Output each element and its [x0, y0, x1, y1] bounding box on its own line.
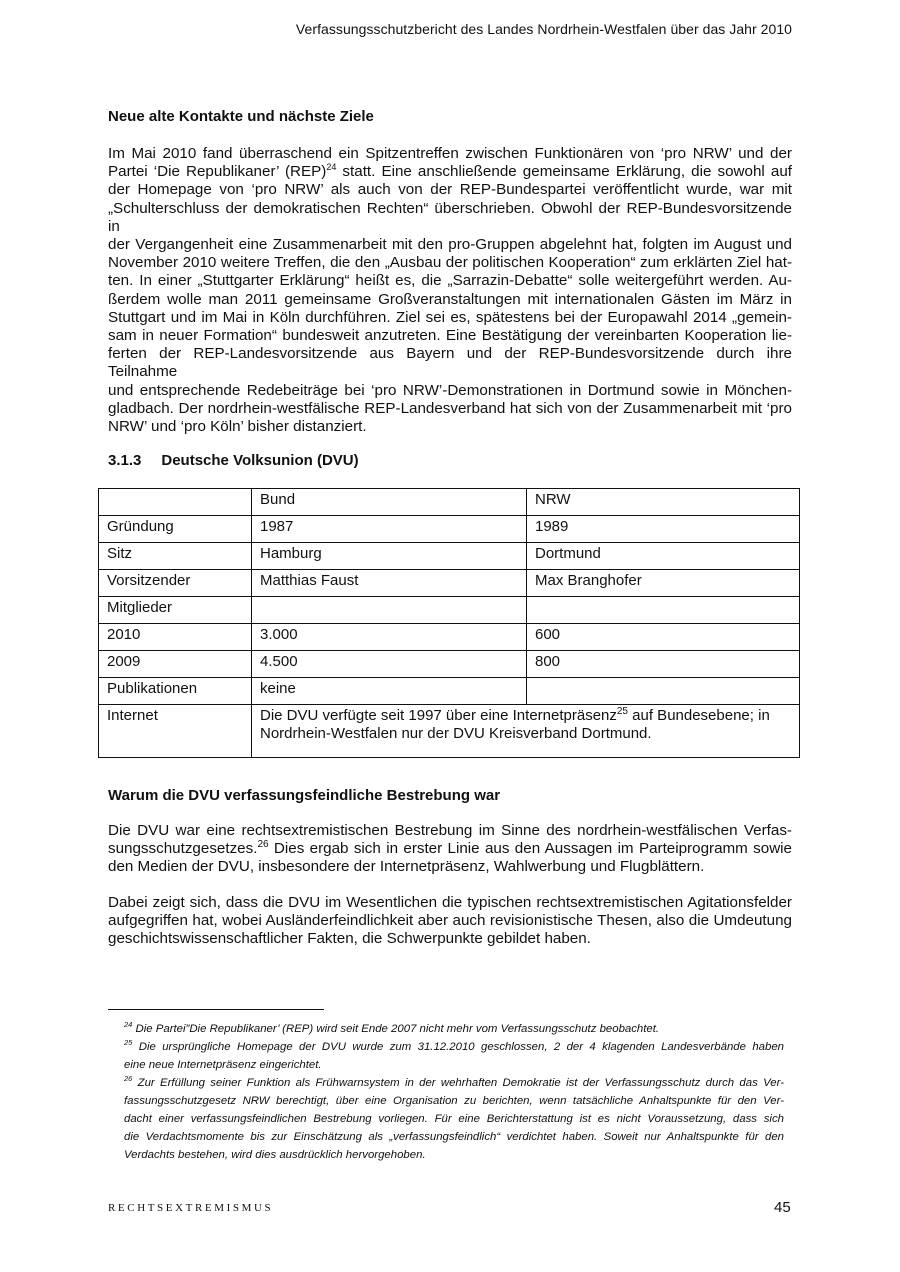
line-text: geschichtswissenschaftlicher Fakten, die Schwerpunkte gebildet haben.	[108, 930, 591, 948]
line-text: NRW’ und ‘pro Köln’ bisher distanziert.	[108, 418, 367, 436]
section-heading-kontakte: Neue alte Kontakte und nächste Ziele	[108, 108, 374, 125]
footnote-ref-26: 26	[257, 839, 269, 851]
text-line	[124, 1074, 784, 1092]
line-text: ferten der REP-Landesvorsitzende aus Bayern und der REP-Bundesvorsitzende durch ihre Teilnahme	[108, 345, 792, 381]
text-line	[108, 291, 792, 309]
line-text: aufgegriffen hat, wobei Ausländerfeindlichkeit aber auch revisionistische Thesen, also die Umdeutung	[108, 912, 792, 930]
line-text: ßerdem wolle man 2011 gemeinsame Großveranstaltungen mit internationalen Gästen im März in	[108, 290, 792, 308]
table-cell: Mitglieder	[99, 597, 252, 624]
section-heading-verfassungsfeindlich: Warum die DVU verfassungsfeindliche Bestrebung war	[108, 787, 501, 804]
section-number: 3.1.3	[108, 452, 142, 469]
text-line	[108, 200, 792, 236]
line-text: der Homepage von ‘pro NRW’ als auch von der REP-Bundespartei veröffentlicht wurde, war mit	[108, 181, 792, 199]
text-line	[108, 822, 792, 840]
text-line	[108, 930, 792, 948]
line-text: Stuttgart und im Mai in Köln durchführen. Ziel sei es, spätestens bei der Europawahl 2014 „gemein-	[108, 308, 792, 326]
line-text: November 2010 weitere Treffen, die den „Ausbau der politischen Kooperation“ zum erklärten Ziel hat-	[108, 254, 792, 272]
table-row	[99, 543, 800, 570]
text-line	[108, 236, 792, 254]
table-row-internet	[99, 705, 800, 758]
footnote-text: Zur Erfüllung seiner Funktion als Frühwarnsystem in der wehrhaften Demokratie ist der Verfassungsschutz durch das Ver-	[132, 1077, 784, 1089]
paragraph-dvu-1	[108, 822, 792, 877]
table-cell: 4.500	[252, 651, 527, 678]
table-cell: Max Branghofer	[527, 570, 800, 597]
dvu-facts-table	[98, 488, 800, 758]
table-header-row	[99, 489, 800, 516]
text-line	[108, 163, 792, 181]
text-line	[108, 382, 792, 400]
table-row	[99, 597, 800, 624]
table-cell: Hamburg	[252, 543, 527, 570]
table-cell: Gründung	[99, 516, 252, 543]
table-row	[99, 678, 800, 705]
text-line	[108, 345, 792, 381]
table-cell	[252, 597, 527, 624]
table-row	[99, 516, 800, 543]
table-cell: Vorsitzender	[99, 570, 252, 597]
page-number: 45	[774, 1199, 791, 1216]
section-title: Deutsche Volksunion (DVU)	[161, 452, 359, 469]
line-text: ten. In einer „Stuttgarter Erklärung“ heißt es, die „Sarrazin-Debatte“ solle weitergeführt werden. Au-	[108, 272, 792, 290]
table-cell: Matthias Faust	[252, 570, 527, 597]
footnote-text: Die ursprüngliche Homepage der DVU wurde zum 31.12.2010 geschlossen, 2 der 4 klagenden Landesverbände haben	[132, 1041, 784, 1053]
footnote-number: 24	[124, 1020, 133, 1029]
text-line	[108, 840, 792, 858]
table-cell: 2010	[99, 624, 252, 651]
text-line	[124, 1092, 784, 1110]
line-text: Verdachts bestehen, wird dies ausdrücklich hervorgehoben.	[124, 1149, 426, 1161]
line-text: eine neue Internetpräsenz eingerichtet.	[124, 1059, 322, 1071]
table-cell	[527, 678, 800, 705]
text-line	[108, 400, 792, 418]
line-text: sam in neuer Formation“ bundesweit anzutreten. Eine Bestätigung der vereinbarten Kooperation lie-	[108, 327, 792, 345]
internet-text: Die DVU verfügte seit 1997 über eine Internetpräsenz	[260, 707, 617, 724]
footnote-text: Die Partei”Die Republikaner’ (REP) wird seit Ende 2007 nicht mehr vom Verfassungsschutz beobachtet.	[132, 1023, 660, 1035]
footnote-number: 25	[124, 1038, 133, 1047]
footnote-separator	[108, 1009, 324, 1010]
running-header: Verfassungsschutzbericht des Landes Nordrhein-Westfalen über das Jahr 2010	[295, 21, 792, 37]
text-line	[108, 254, 792, 272]
line-text: „Schulterschluss der demokratischen Rechten“ überschrieben. Obwohl der REP-Bundesvorsitzende in	[108, 199, 792, 235]
text-line	[124, 1038, 784, 1056]
table-row	[99, 570, 800, 597]
line-text-cont: statt. Eine anschließende gemeinsame Erklärung, die sowohl auf	[336, 163, 792, 181]
text-line	[108, 181, 792, 199]
footer-section-label: RECHTSEXTREMISMUS	[108, 1202, 274, 1214]
text-line	[108, 418, 792, 436]
internet-text-cont: auf Bundesebene; in Nordrhein-Westfalen nur der DVU Kreisverband Dortmund.	[260, 707, 770, 742]
line-text: sungsschutzgesetzes.	[108, 840, 258, 858]
text-line	[124, 1128, 784, 1146]
text-line	[108, 858, 792, 876]
table-header-cell	[99, 489, 252, 516]
table-cell: 600	[527, 624, 800, 651]
text-line	[124, 1146, 784, 1164]
text-line	[124, 1056, 784, 1074]
section-heading-dvu	[108, 452, 359, 469]
line-text: gladbach. Der nordrhein-westfälische REP-Landesverband hat sich von der Zusammenarbeit mit ‘pro	[108, 399, 792, 417]
text-line	[108, 912, 792, 930]
table-cell: 2009	[99, 651, 252, 678]
text-line	[124, 1110, 784, 1128]
line-text: Dabei zeigt sich, dass die DVU im Wesentlichen die typischen rechtsextremistischen Agitationsfelder	[108, 894, 792, 911]
table-row	[99, 651, 800, 678]
footnote-ref-24: 24	[326, 162, 337, 173]
line-text: Partei ‘Die Republikaner’ (REP)	[108, 163, 327, 181]
paragraph-dvu-2	[108, 894, 792, 949]
line-text: Im Mai 2010 fand überraschend ein Spitzentreffen zwischen Funktionären von ‘pro NRW’ und der	[108, 145, 792, 162]
text-line	[124, 1020, 784, 1038]
table-row	[99, 624, 800, 651]
footnote-ref-25: 25	[616, 706, 628, 717]
table-header-cell: Bund	[252, 489, 527, 516]
text-line	[108, 894, 792, 912]
table-cell: 1987	[252, 516, 527, 543]
table-header-cell: NRW	[527, 489, 800, 516]
table-cell: keine	[252, 678, 527, 705]
table-cell: 3.000	[252, 624, 527, 651]
line-text-cont: Dies ergab sich in erster Linie aus den Aussagen im Parteiprogramm sowie	[268, 840, 792, 858]
table-cell: 1989	[527, 516, 800, 543]
paragraph-kontakte	[108, 145, 792, 436]
text-line	[108, 272, 792, 290]
table-cell: Sitz	[99, 543, 252, 570]
text-line	[108, 309, 792, 327]
line-text: dacht einer verfassungsfeindlichen Bestrebung vorliegen. Für eine Berichterstattung ist es nicht Voraussetzung, dass sich	[124, 1113, 784, 1125]
table-cell	[527, 597, 800, 624]
table-cell: 800	[527, 651, 800, 678]
footnote-number: 26	[124, 1074, 133, 1083]
text-line	[108, 327, 792, 345]
line-text: die Verdachtsmomente bis zur Einschätzung als „verfassungsfeindlich“ verdichtet haben. Soweit nur Anhaltspunkte für den	[124, 1131, 784, 1143]
line-text: der Vergangenheit eine Zusammenarbeit mit den pro-Gruppen abgelehnt hat, folgten im August und	[108, 236, 792, 254]
line-text: Die DVU war eine rechtsextremistischen Bestrebung im Sinne des nordrhein-westfälischen Verfas-	[108, 822, 792, 839]
table-cell: Internet	[99, 705, 252, 758]
internet-description-cell	[252, 705, 800, 758]
line-text: fassungsschutzgesetz NRW berechtigt, über eine Organisation zu berichten, wenn tatsächliche Anhaltspunkte für den Ver-	[124, 1095, 784, 1107]
table-cell: Publikationen	[99, 678, 252, 705]
line-text: den Medien der DVU, insbesondere der Internetpräsenz, Wahlwerbung und Flugblättern.	[108, 858, 705, 876]
line-text: und entsprechende Redebeiträge bei ‘pro NRW’-Demonstrationen in Dortmund sowie in Mönchen-	[108, 381, 792, 399]
table-cell: Dortmund	[527, 543, 800, 570]
text-line	[108, 145, 792, 163]
footnotes	[124, 1020, 784, 1164]
